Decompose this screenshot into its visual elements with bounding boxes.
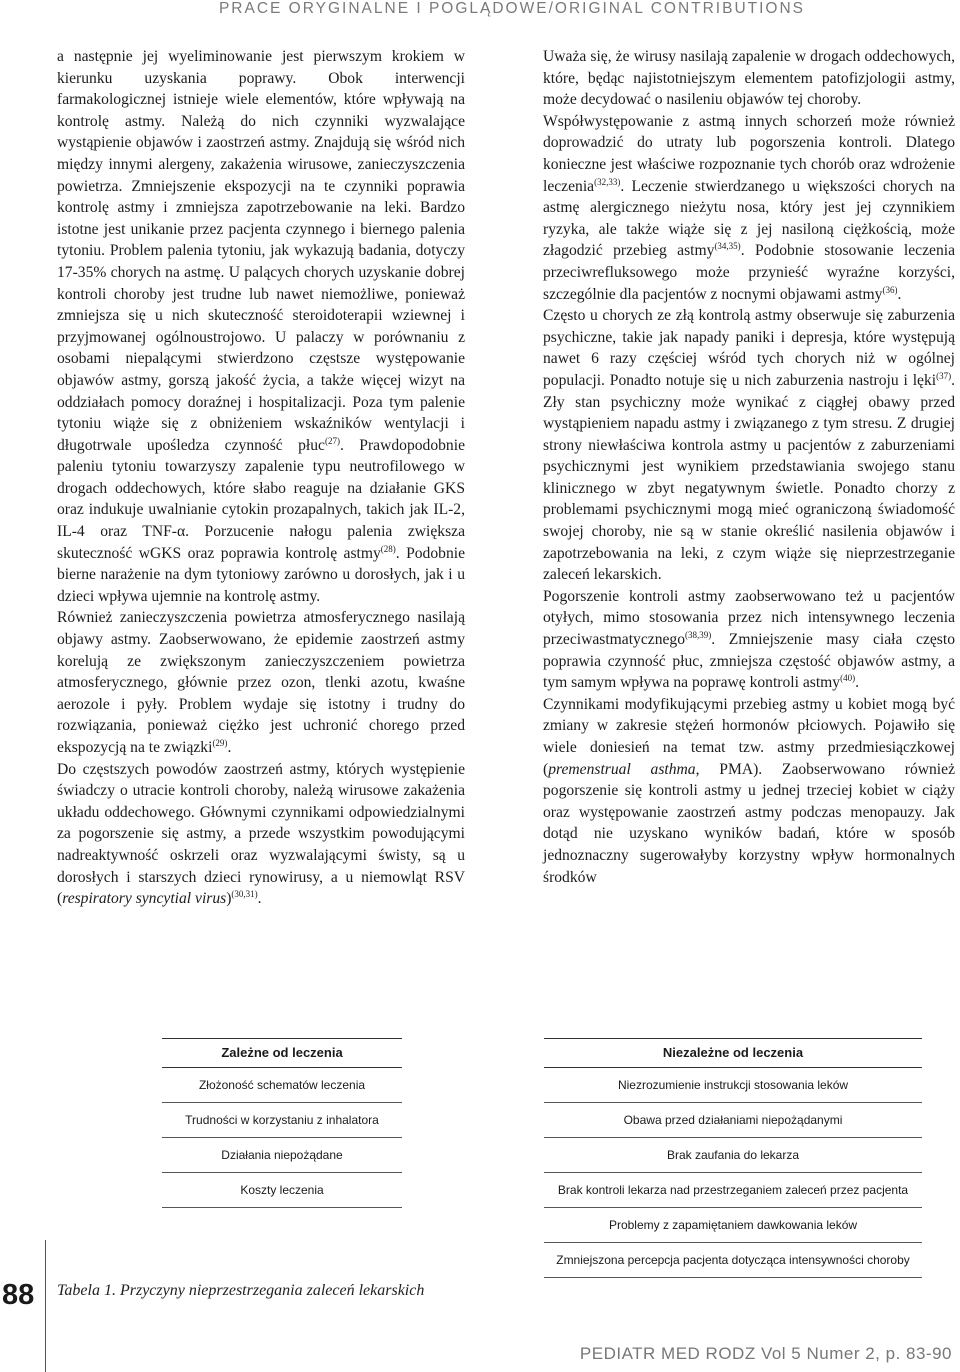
text-span: . Podobnie bierne narażenie na dym tytoniowy zarówno u dorosłych, jak i u dzieci wpływa ujemnie na kontrolę astmy. — [57, 544, 465, 605]
table-cell: Brak kontroli lekarza nad przestrzeganiem zaleceń przez pacjenta — [544, 1173, 922, 1208]
table-header: Zależne od leczenia — [162, 1038, 402, 1068]
table-cell: Problemy z zapamiętaniem dawkowania leków — [544, 1208, 922, 1243]
citation: (36) — [882, 284, 898, 295]
table-cell: Niezrozumienie instrukcji stosowania leków — [544, 1068, 922, 1103]
paragraph — [57, 759, 465, 910]
running-footer: PEDIATR MED RODZ Vol 5 Numer 2, p. 83-90 — [579, 1344, 952, 1363]
text-span: ) — [226, 890, 232, 908]
page-number: 88 — [2, 1279, 35, 1311]
left-text-column — [57, 46, 465, 910]
text-span: . — [257, 890, 262, 908]
text-span: . Leczenie stwierdzanego u większości chorych na astmę alergicznego nieżytu nosa, który jest jej czynnikiem ryzyka, ale także wiąże się z jej nasiloną ciężkością, może złagodzić przebieg astmy — [543, 177, 955, 260]
table-cell: Obawa przed działaniami niepożądanymi — [544, 1103, 922, 1138]
paragraph — [543, 305, 955, 586]
table-header: Niezależne od leczenia — [544, 1038, 922, 1068]
paragraph — [57, 607, 465, 758]
table-column-treatment-independent — [544, 1038, 922, 1278]
text-span: Pogorszenie kontroli astmy zaobserwowano też u pacjentów otyłych, mimo stosowania przez nich intensywnego leczenia przeciwastmatycznego — [543, 587, 955, 649]
table-cell: Zmniejszona percepcja pacjenta dotycząca intensywności choroby — [544, 1243, 922, 1278]
page-number-divider — [45, 1240, 46, 1372]
table-cell: Brak zaufania do lekarza — [544, 1138, 922, 1173]
text-span: . Podobnie stosowanie leczenia przeciwrefluksowego może przynieść wyraźne korzyści, szczególnie dla pacjentów z nocnymi objawami astmy — [543, 242, 955, 303]
table-cell: Działania niepożądane — [162, 1138, 402, 1173]
citation: (40) — [840, 673, 856, 684]
running-header: PRACE ORYGINALNE I POGLĄDOWE/ORIGINAL CONTRIBUTIONS — [218, 0, 805, 17]
citation: (32,33) — [594, 176, 621, 187]
citation: (38,39) — [685, 629, 712, 640]
text-span: a następnie jej wyeliminowanie jest pierwszym krokiem w kierunku uzyskania poprawy. Obok interwencji farmakologicznej istnieje wiele elementów, które wpływają na kontrolę astmy. Należą do nich czynniki wyzwalające wystąpienie objawów i zaostrzeń astmy. Znajdują się wśród nich między innymi alergeny, zakażenia wirusowe, zanieczyszczenia powietrza. Zmniejszenie ekspozycji na te czynniki poprawia kontrolę astmy i zmniejsza zapotrzebowanie na leki. Bardzo istotne jest unikanie przez pacjenta czynnego i biernego palenia tytoniu. Problem palenia tytoniu, jak wykazują badania, dotyczy 17-35% chorych na astmę. U palących chorych uzyskanie dobrej kontroli choroby jest trudne lub nawet niemożliwe, ponieważ zmniejsza się u nich skuteczność steroidoterapii wziewnej i przyjmowanej ogólnoustrojowo. U palaczy w porównaniu z osobami niepalącymi stwierdzono częstsze występowanie objawów astmy, gorszą jakość życia, a także więcej wizyt na oddziałach pomocy doraźnej i hospitalizacji. Poza tym palenie tytoniu wiąże się z obniżeniem wskaźników wentylacji i długotrwale upośledza czynność płuc — [57, 48, 465, 454]
italic-term: premenstrual asthma — [548, 760, 696, 778]
text-span: . — [855, 674, 860, 692]
table-caption: Tabela 1. Przyczyny nieprzestrzegania zaleceń lekarskich — [57, 1282, 425, 1299]
text-span: . — [897, 285, 902, 303]
text-span: Współwystępowanie z astmą innych schorzeń może również doprowadzić do utraty lub pogorszenia kontroli. Dlatego konieczne jest właściwe rozpoznanie tych chorób oraz wdrożenie leczenia — [543, 112, 955, 195]
table-cell: Trudności w korzystaniu z inhalatora — [162, 1103, 402, 1138]
paragraph — [543, 694, 955, 888]
citation: (30,31) — [231, 888, 258, 899]
citation: (28) — [380, 543, 396, 554]
paragraph — [543, 46, 955, 111]
right-text-column — [543, 46, 955, 888]
citation: (37) — [936, 370, 952, 381]
italic-term: respiratory syncytial virus — [62, 890, 227, 908]
text-span: . Zmniejszenie masy ciała często poprawia czynność płuc, zmniejsza częstość objawów astmy, a tym samym wpływa na poprawę kontroli astmy — [543, 631, 955, 692]
text-span: Do częstszych powodów zaostrzeń astmy, których występienie świadczy o utracie kontroli choroby, należą wirusowe zakażenia układu oddechowego. Głównymi czynnikami odpowiedzialnymi za pogorszenie się astmy, a przede wszystkim powodującymi nadreaktywność oskrzeli oraz wyzwalającymi świsty, są u dorosłych i starszych dzieci rynowirusy, a u niemowląt RSV ( — [57, 760, 465, 908]
paragraph — [543, 586, 955, 694]
table-cell: Złożoność schematów leczenia — [162, 1068, 402, 1103]
text-span: Uważa się, że wirusy nasilają zapalenie w drogach oddechowych, które, będąc najistotniejszym elementem patofizjologii astmy, może decydować o nasileniu objawów tej choroby. — [543, 48, 955, 109]
text-span: Często u chorych ze złą kontrolą astmy obserwuje się zaburzenia psychiczne, takie jak napady paniki i depresja, które występują nawet 6 razy częściej wśród tych chorych niż w ogólnej populacji. Ponadto notuje się u nich zaburzenia nastroju i lęki — [543, 307, 955, 389]
text-span: , PMA). Zaobserwowano również pogorszenie się kontroli astmy u jednej trzeciej kobiet w ciąży oraz występowanie zaostrzeń astmy podczas menopauzy. Jak dotąd nie uzyskano wyników badań, które w sposób jednoznaczny sugerowałyby korzystny wpływ hormonalnych środków — [543, 760, 955, 886]
paragraph — [57, 46, 465, 607]
text-span: Czynnikami modyfikującymi przebieg astmy u kobiet mogą być zmiany w zakresie stężeń hormonów płciowych. Pojawiło się wiele doniesień na temat tzw. astmy przedmiesiączkowej ( — [543, 695, 955, 778]
citation: (27) — [324, 435, 340, 446]
text-span: . — [227, 739, 232, 756]
text-span: . Prawdopodobnie paleniu tytoniu towarzyszy zapalenie typu neutrofilowego w drogach oddechowych, które słabo reaguje na działanie GKS oraz indukuje uwalnianie cytokin prozapalnych, takich jak IL-2, IL-4 oraz TNF-α. Porzucenie nałogu palenia zwiększa skuteczność wGKS oraz poprawia kontrolę astmy — [57, 436, 465, 562]
citation: (34,35) — [714, 241, 741, 252]
table-column-treatment-dependent — [162, 1038, 402, 1208]
text-span: Również zanieczyszczenia powietrza atmosferycznego nasilają objawy astmy. Zaobserwowano, że epidemie zaostrzeń astmy korelują ze zwiększonym zanieczyszczeniem powietrza atmosferycznego, głównie przez ozon, tlenki azotu, kwaśne aerozole i pyły. Problem wydaje się istotny i trudny do rozwiązania, ponieważ ciężko jest uchronić chorego przed ekspozycją na te związki — [57, 609, 465, 756]
citation: (29) — [212, 737, 228, 748]
table-cell: Koszty leczenia — [162, 1173, 402, 1208]
paragraph — [543, 111, 955, 305]
text-span: . Zły stan psychiczny może wynikać z ciągłej obawy przed wystąpieniem napadu astmy i związanego z tym stresu. Z drugiej strony niewłaściwa kontrola astmy u pacjentów z zaburzeniami psychicznymi jest wynikiem przedstawiania swojego stanu klinicznego w zbyt negatywnym świetle. Ponadto chorzy z problemami psychicznymi mogą mieć ograniczoną świadomość swojej choroby, nie są w stanie określić nasilenia objawów i zapotrzebowania na leki, z czym wiąże się nieprzestrzeganie zaleceń lekarskich. — [543, 371, 955, 584]
